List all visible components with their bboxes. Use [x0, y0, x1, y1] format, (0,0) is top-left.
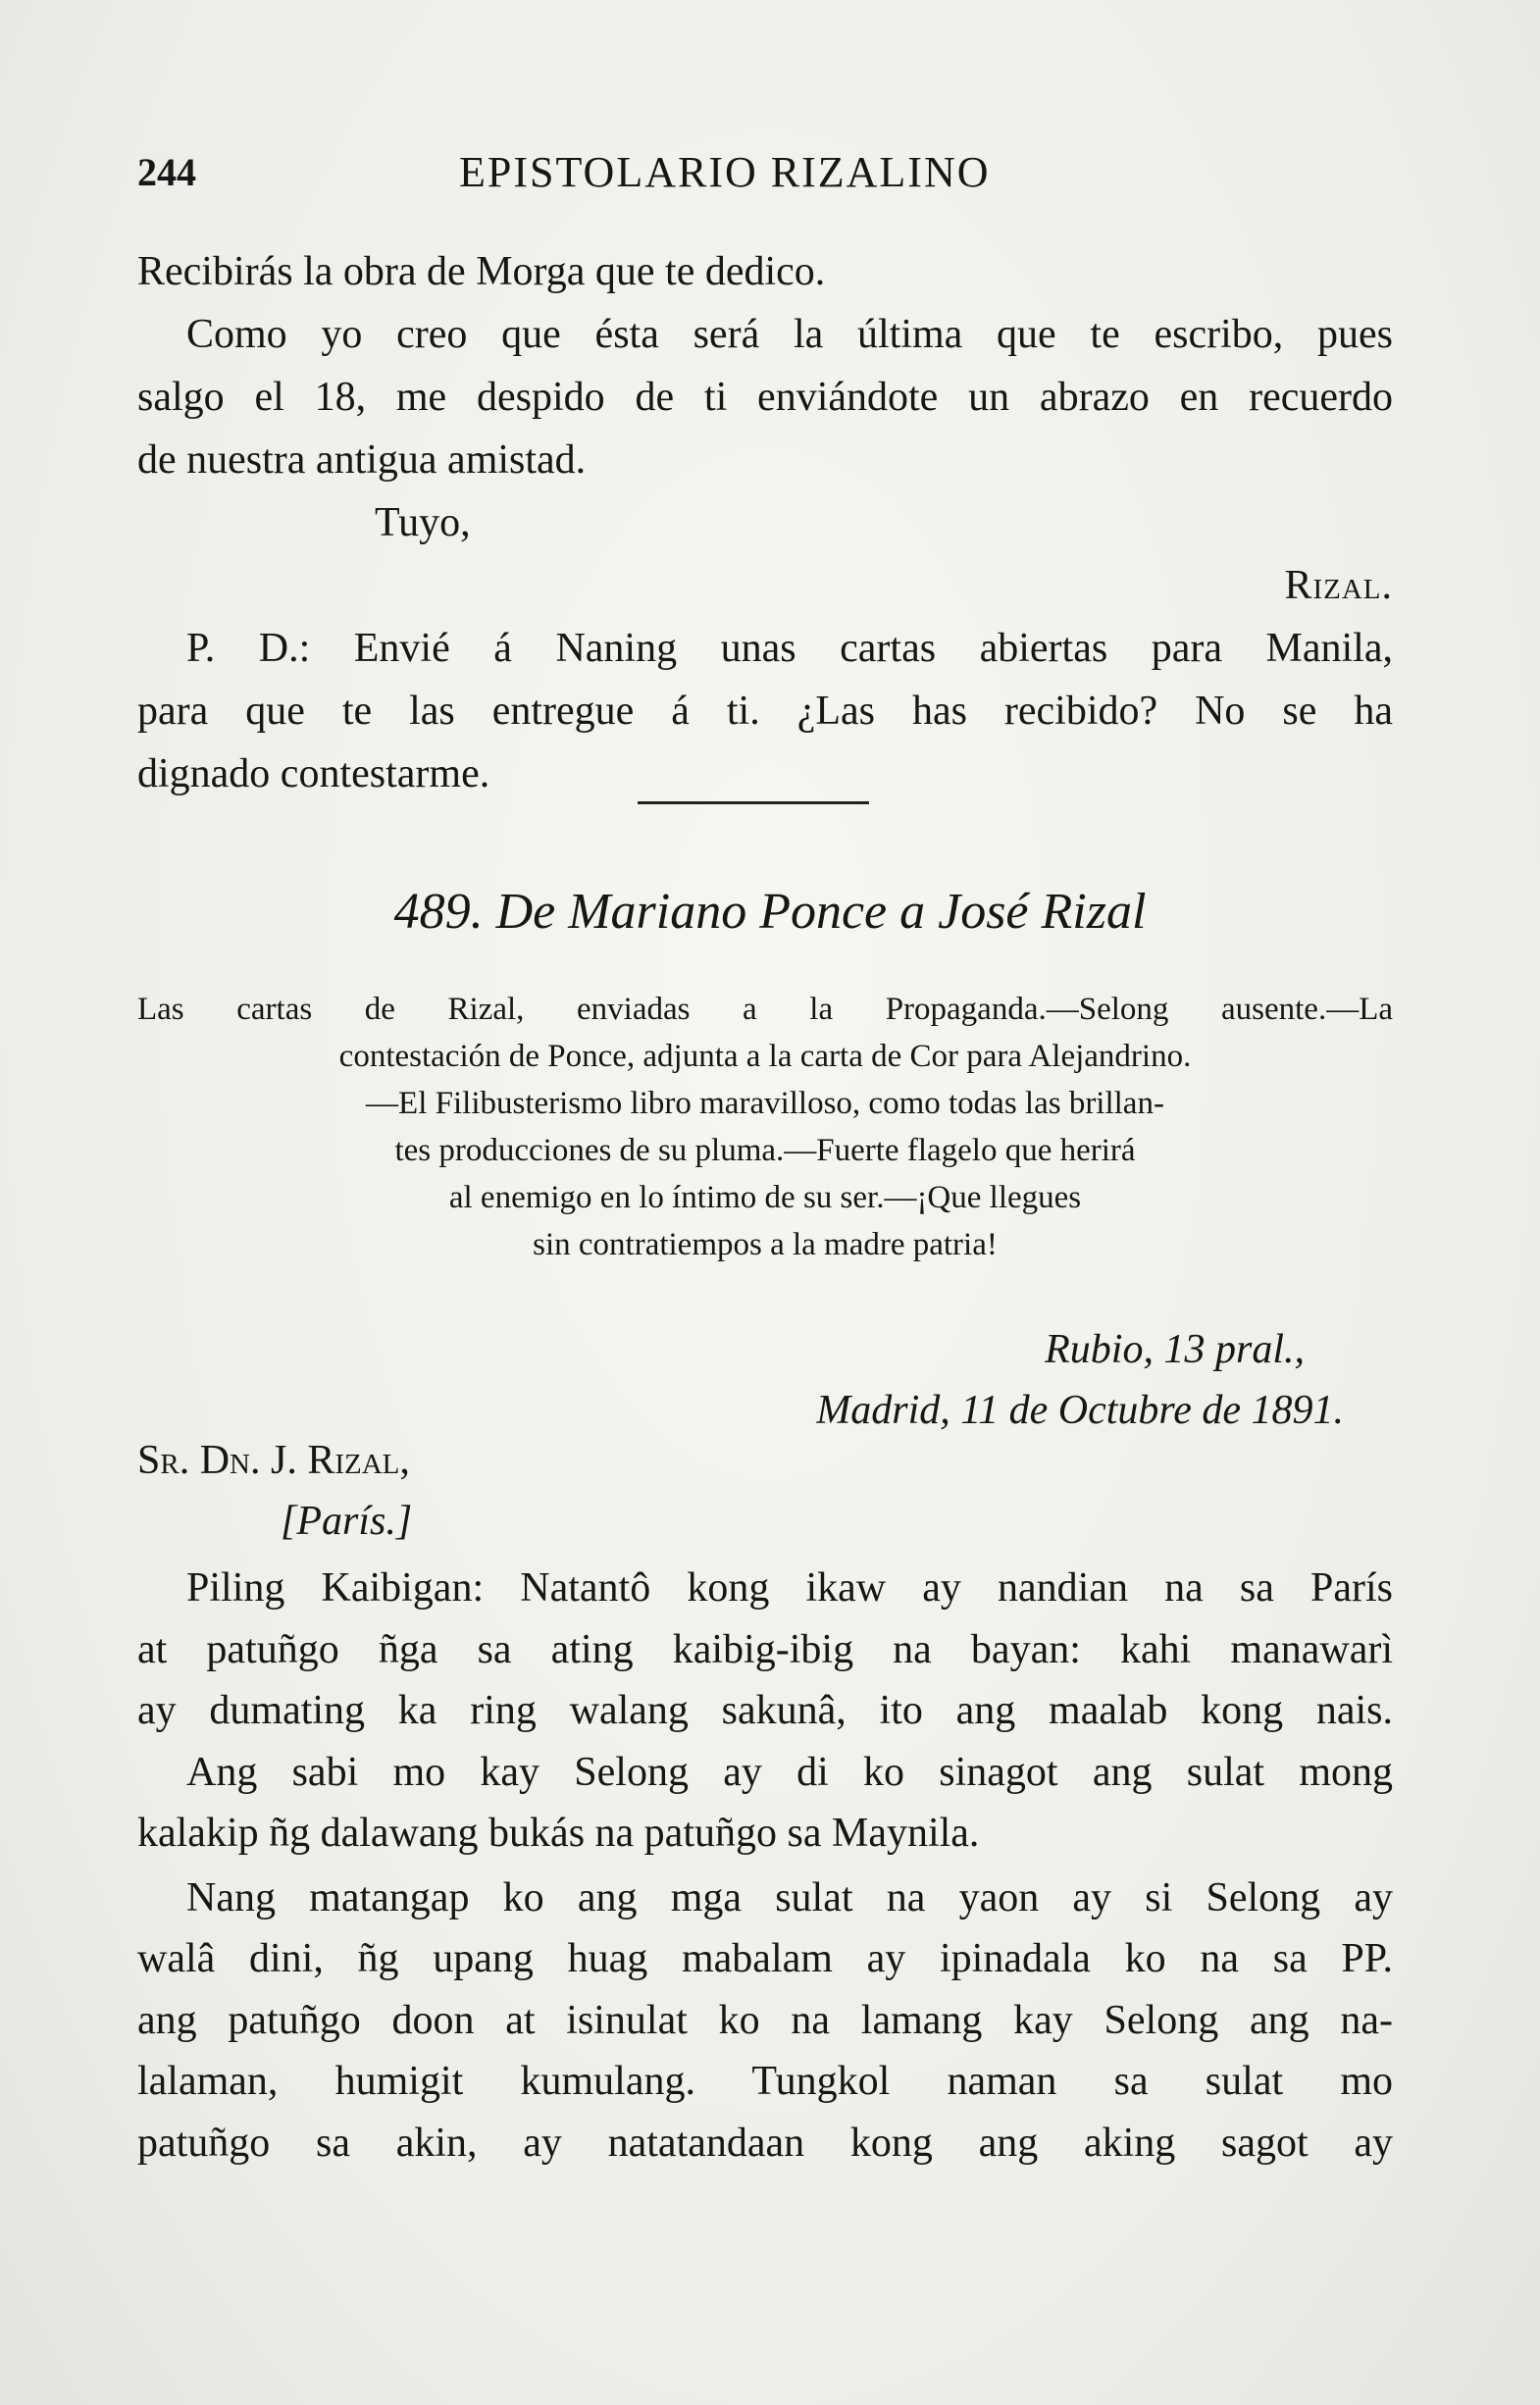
- body-line: patuñgo sa akin, ay natatandaan kong ang aking sagot ay: [137, 2120, 1393, 2166]
- signature: Rizal.: [1284, 563, 1393, 608]
- body-line: ang patuñgo doon at isinulat ko na lamang kay Selong ang na-: [137, 1997, 1393, 2043]
- closing: Tuyo,: [375, 500, 471, 545]
- addressee: [137, 1430, 726, 1552]
- body-line: Ang sabi mo kay Selong ay di ko sinagot ang sulat mong: [186, 1749, 1393, 1795]
- text-line: Como yo creo que ésta será la última que te escribo, pues: [186, 312, 1393, 357]
- postscript-line: para que te las entregue á ti. ¿Las has recibido? No se ha: [137, 689, 1393, 734]
- summary-line: Las cartas de Rizal, enviadas a la Propaganda.—Selong ausente.—La: [137, 992, 1393, 1027]
- summary-line: al enemigo en lo íntimo de su ser.—¡Que llegues: [448, 1180, 1082, 1215]
- summary-line: —El Filibusterismo libro maravilloso, como todas las brillan-: [366, 1086, 1164, 1121]
- body-line: lalaman, humigit kumulang. Tungkol naman sa sulat mo: [137, 2059, 1393, 2104]
- summary-line: sin contratiempos a la madre patria!: [533, 1227, 998, 1262]
- section-divider: [638, 801, 869, 804]
- body-line: kalakip ñg dalawang bukás na patuñgo sa Maynila.: [137, 1811, 980, 1856]
- summary-line: contestación de Ponce, adjunta a la carta de Cor para Alejandrino.: [338, 1039, 1192, 1074]
- running-title: EPISTOLARIO RIZALINO: [459, 148, 991, 196]
- dateline-address: Rubio, 13 pral.,: [1045, 1327, 1305, 1372]
- summary-line: tes producciones de su pluma.—Fuerte flagelo que herirá: [394, 1133, 1136, 1168]
- postscript-line: P. D.: Envié á Naning unas cartas abiertas para Manila,: [186, 626, 1393, 671]
- dateline: [589, 1319, 1344, 1441]
- text-line: Recibirás la obra de Morga que te dedico.: [137, 249, 826, 294]
- body-line: Nang matangap ko ang mga sulat na yaon ay si Selong ay: [186, 1874, 1393, 1920]
- postscript-line: dignado contestarme.: [137, 751, 490, 796]
- letter-body: [137, 1558, 1393, 2174]
- dateline-date: Madrid, 11 de Octubre de 1891.: [816, 1388, 1344, 1433]
- text-line: salgo el 18, me despido de ti enviándote un abrazo en recuerdo: [137, 375, 1393, 420]
- text-line: de nuestra antigua amistad.: [137, 437, 587, 483]
- addressee-place: [París.]: [281, 1499, 413, 1544]
- body-line: at patuñgo ñga sa ating kaibig-ibig na bayan: kahi manawarì: [137, 1626, 1393, 1672]
- previous-letter-ending: [137, 240, 1393, 805]
- addressee-name: Sr. Dn. J. Rizal,: [137, 1438, 410, 1483]
- page-number: 244: [137, 150, 196, 194]
- body-line: walâ dini, ñg upang huag mabalam ay ipinadala ko na sa PP.: [137, 1936, 1393, 1981]
- letter-summary: [137, 986, 1393, 1268]
- body-line: Piling Kaibigan: Natantô kong ikaw ay nandian na sa París: [186, 1565, 1393, 1611]
- letter-heading: 489. De Mariano Ponce a José Rizal: [393, 884, 1147, 940]
- body-line: ay dumating ka ring walang sakunâ, ito ang maalab kong nais.: [137, 1688, 1393, 1733]
- running-head: [0, 147, 1540, 206]
